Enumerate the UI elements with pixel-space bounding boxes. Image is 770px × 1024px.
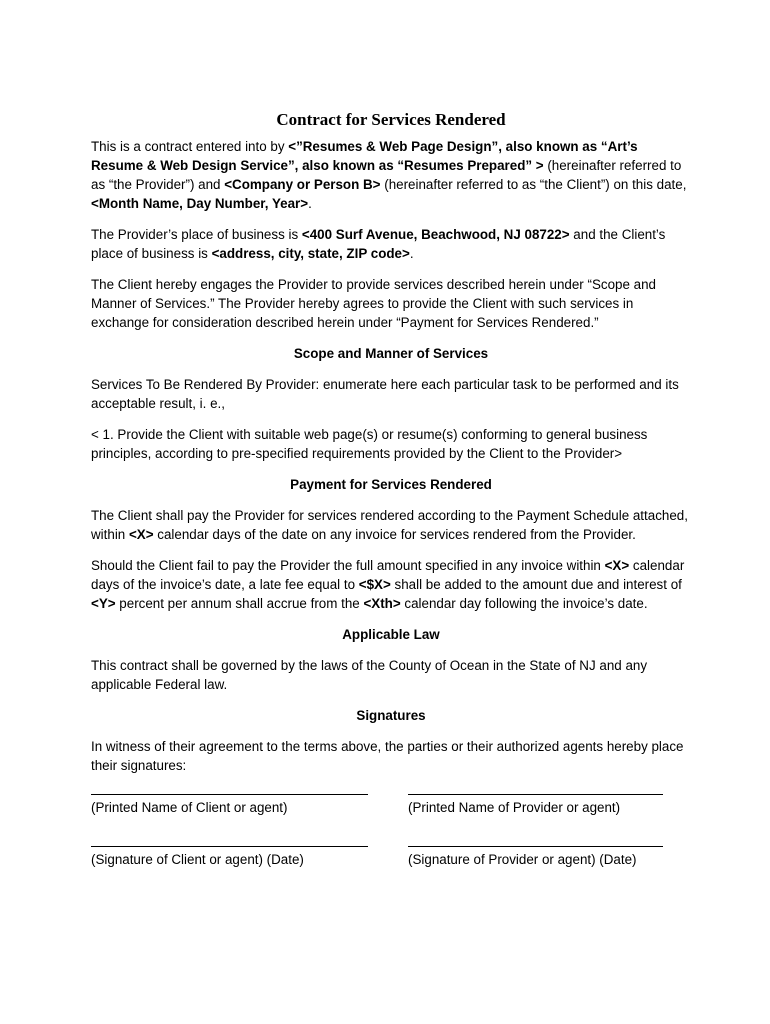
provider-signature-line[interactable] <box>408 846 663 847</box>
payment-text-2: calendar days of the date on any invoice for services rendered from the Provider. <box>153 527 636 542</box>
payment-text-1: The Client shall pay the Provider for services rendered according to the Payment Schedule attached, within <box>91 508 688 542</box>
provider-name-block <box>408 794 663 817</box>
intro-text-4: . <box>308 196 312 211</box>
client-name-label: (Printed Name of Client or agent) <box>91 800 288 815</box>
provider-name-label: (Printed Name of Provider or agent) <box>408 800 621 815</box>
engage-paragraph: The Client hereby engages the Provider to provide services described herein under “Scope and Manner of Services.” The Provider hereby agrees to provide the Client with such services in exchange for consideration described herein under “Payment for Services Rendered.” <box>91 277 656 330</box>
scope-paragraph-2: < 1. Provide the Client with suitable web page(s) or resume(s) conforming to general business principles, according to pre-specified requirements provided by the Client to the Provider> <box>91 427 648 461</box>
scope-heading: Scope and Manner of Services <box>293 346 489 361</box>
scope-paragraph-1: Services To Be Rendered By Provider: enumerate here each particular task to be performed and its acceptable result, i. e., <box>91 377 679 411</box>
place-paragraph <box>91 225 691 263</box>
client-name-block <box>91 794 368 817</box>
accrual-day-placeholder: <Xth> <box>363 596 401 611</box>
provider-signature-block <box>408 846 663 869</box>
intro-text-2: (hereinafter referred to as “the Provider”) and <box>91 158 682 192</box>
signatures-paragraph: In witness of their agreement to the terms above, the parties or their authorized agents hereby place their signatures: <box>91 739 684 773</box>
late-fee-placeholder: <$X> <box>358 577 391 592</box>
interest-placeholder: <Y> <box>91 596 116 611</box>
place-text-3: . <box>409 246 414 261</box>
place-text-1: The Provider’s place of business is <box>91 227 302 242</box>
place-text-2: and the Client’s place of business is <box>91 227 666 261</box>
signature-row <box>91 846 691 869</box>
payment-paragraph-2 <box>91 556 691 613</box>
client-name-placeholder: <Company or Person B> <box>224 177 381 192</box>
late-text-5: calendar day following the invoice’s date. <box>400 596 648 611</box>
client-signature-label: (Signature of Client or agent) (Date) <box>91 852 304 867</box>
document-body <box>91 110 691 869</box>
late-text-2: calendar days of the invoice’s date, a late fee equal to <box>91 558 685 592</box>
late-text-3: shall be added to the amount due and interest of <box>390 577 682 592</box>
law-heading: Applicable Law <box>342 627 440 642</box>
client-signature-block <box>91 846 368 869</box>
client-name-line[interactable] <box>91 794 368 795</box>
late-days-placeholder: <X> <box>604 558 630 573</box>
printed-name-row <box>91 794 691 817</box>
intro-paragraph <box>91 137 691 213</box>
payment-heading: Payment for Services Rendered <box>290 477 492 492</box>
payment-paragraph-1 <box>91 506 691 544</box>
client-address-placeholder: <address, city, state, ZIP code> <box>211 246 410 261</box>
date-placeholder: <Month Name, Day Number, Year> <box>91 196 309 211</box>
provider-names: <”Resumes & Web Page Design”, also known as “Art’s Resume & Web Design Service”, also known as “Resumes Prepared” > <box>91 139 638 173</box>
intro-text-1: This is a contract entered into by <box>91 139 289 154</box>
provider-signature-label: (Signature of Provider or agent) (Date) <box>408 852 637 867</box>
days-placeholder: <X> <box>128 527 154 542</box>
provider-name-line[interactable] <box>408 794 663 795</box>
late-text-1: Should the Client fail to pay the Provider the full amount specified in any invoice within <box>91 558 605 573</box>
intro-text-3: (hereinafter referred to as “the Client”) on this date, <box>380 177 687 192</box>
late-text-4: percent per annum shall accrue from the <box>115 596 364 611</box>
client-signature-line[interactable] <box>91 846 368 847</box>
document-title: Contract for Services Rendered <box>276 110 506 129</box>
provider-address: <400 Surf Avenue, Beachwood, NJ 08722> <box>301 227 570 242</box>
law-paragraph: This contract shall be governed by the laws of the County of Ocean in the State of NJ and any applicable Federal law. <box>91 658 648 692</box>
signatures-heading: Signatures <box>356 708 426 723</box>
